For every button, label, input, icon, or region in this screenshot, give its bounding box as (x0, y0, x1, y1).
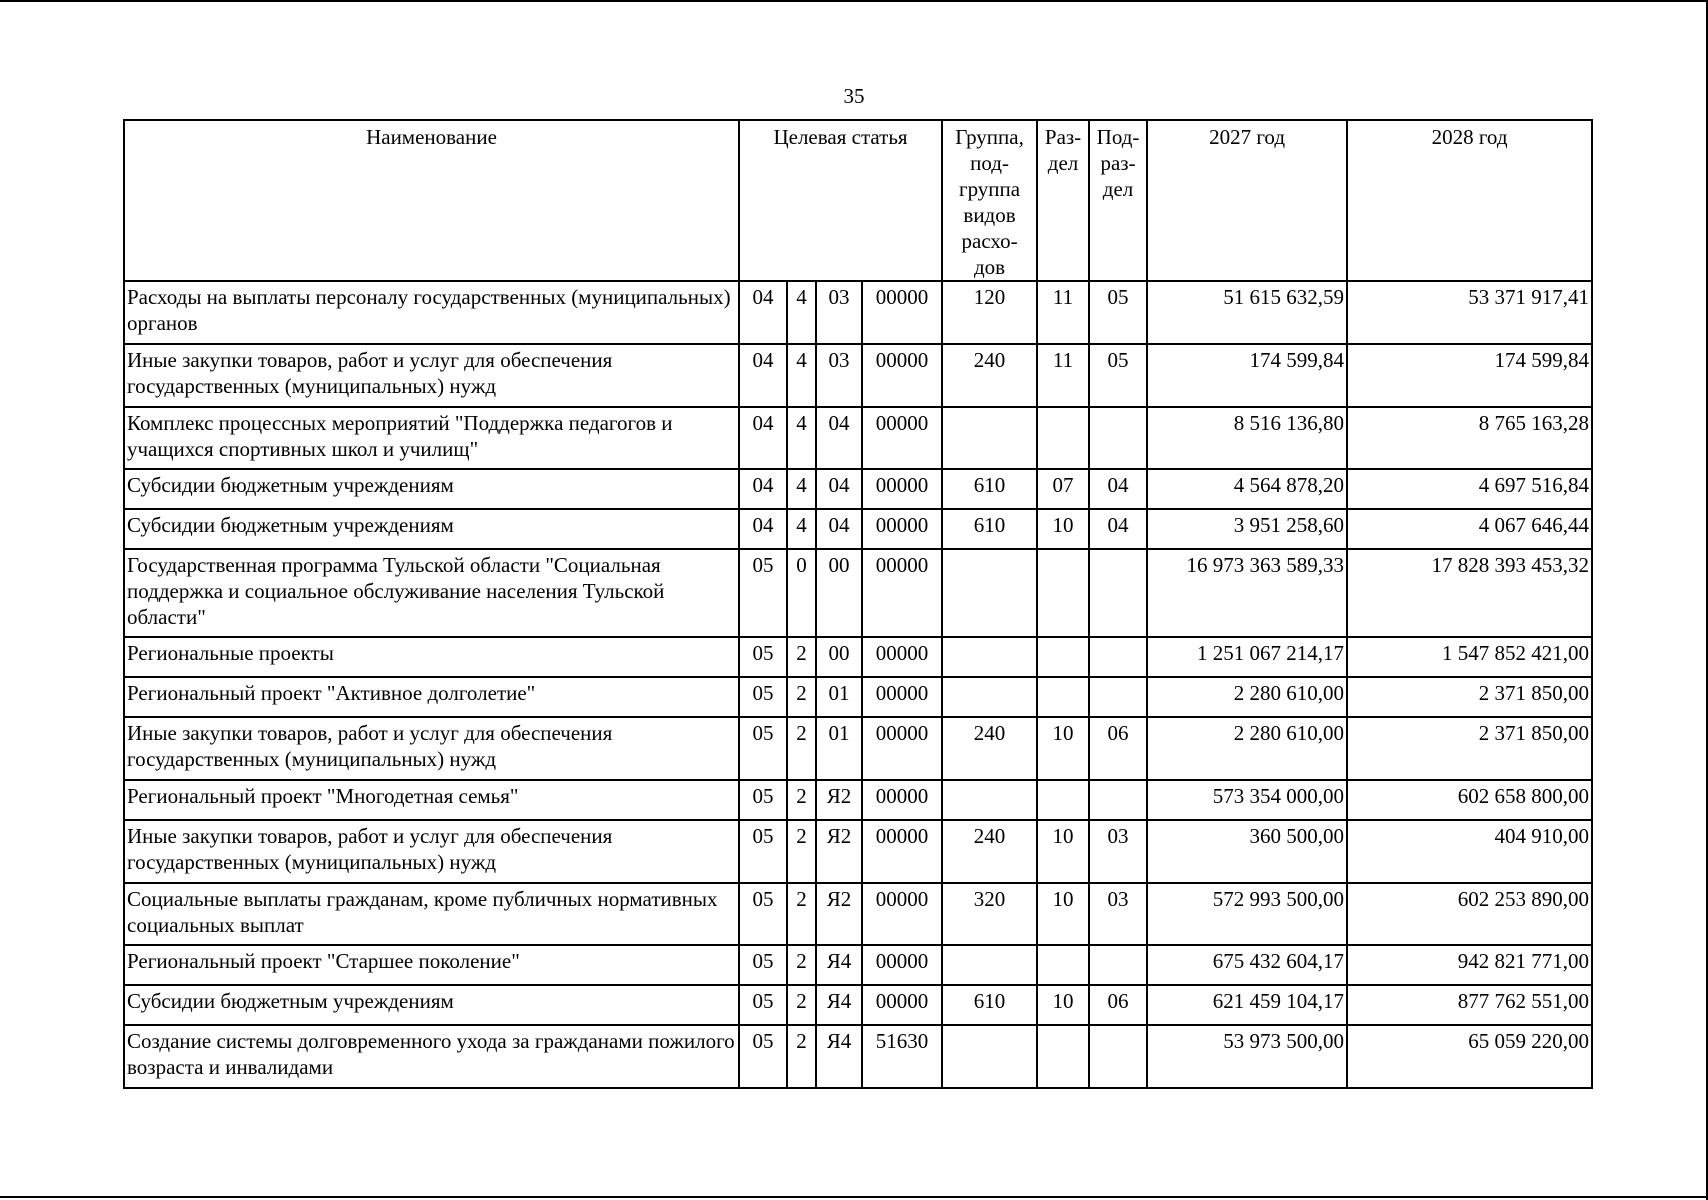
cell-target-structure: Я4 (816, 985, 862, 1025)
cell-subsection (1089, 945, 1147, 985)
cell-amount-2028: 2 371 850,00 (1347, 717, 1592, 780)
table-row (124, 717, 1592, 780)
cell-amount-2027: 360 500,00 (1147, 820, 1347, 883)
cell-target-type: 4 (787, 469, 816, 509)
cell-amount-2028: 2 371 850,00 (1347, 677, 1592, 717)
header-row (124, 120, 1592, 281)
header-year-2027: 2027 год (1147, 120, 1347, 281)
cell-target-direction: 00000 (862, 344, 942, 407)
cell-amount-2027: 675 432 604,17 (1147, 945, 1347, 985)
cell-section (1037, 637, 1089, 677)
cell-amount-2027: 8 516 136,80 (1147, 407, 1347, 469)
cell-name: Субсидии бюджетным учреждениям (124, 509, 739, 549)
cell-subsection (1089, 549, 1147, 637)
cell-target-structure: 01 (816, 717, 862, 780)
header-subsection: Под-раз-дел (1089, 120, 1147, 281)
cell-target-direction: 00000 (862, 407, 942, 469)
cell-amount-2027: 1 251 067 214,17 (1147, 637, 1347, 677)
cell-name: Региональный проект "Старшее поколение" (124, 945, 739, 985)
cell-subsection: 06 (1089, 985, 1147, 1025)
cell-target-type: 4 (787, 509, 816, 549)
cell-subsection (1089, 1025, 1147, 1088)
cell-subsection: 03 (1089, 820, 1147, 883)
cell-expense-group (942, 677, 1037, 717)
cell-section: 10 (1037, 509, 1089, 549)
cell-section (1037, 407, 1089, 469)
cell-target-type: 4 (787, 407, 816, 469)
cell-target-type: 2 (787, 820, 816, 883)
table-body (124, 281, 1592, 1088)
cell-amount-2027: 572 993 500,00 (1147, 883, 1347, 945)
cell-target-direction: 00000 (862, 281, 942, 344)
cell-target-direction: 00000 (862, 509, 942, 549)
cell-amount-2027: 53 973 500,00 (1147, 1025, 1347, 1088)
cell-amount-2027: 3 951 258,60 (1147, 509, 1347, 549)
cell-subsection (1089, 677, 1147, 717)
cell-section (1037, 677, 1089, 717)
cell-target-program: 05 (739, 717, 787, 780)
page-border-top (0, 0, 1708, 2)
cell-target-type: 2 (787, 780, 816, 820)
cell-expense-group (942, 945, 1037, 985)
cell-target-direction: 00000 (862, 945, 942, 985)
cell-target-direction: 00000 (862, 717, 942, 780)
cell-name: Иные закупки товаров, работ и услуг для обеспечения государственных (муниципальных) нужд (124, 717, 739, 780)
header-expense-group: Группа, под-группа видов расхо-дов (942, 120, 1037, 281)
table-row (124, 549, 1592, 637)
cell-section: 10 (1037, 985, 1089, 1025)
cell-target-type: 2 (787, 677, 816, 717)
cell-section (1037, 549, 1089, 637)
cell-amount-2028: 602 658 800,00 (1347, 780, 1592, 820)
cell-expense-group: 610 (942, 469, 1037, 509)
cell-expense-group (942, 1025, 1037, 1088)
cell-amount-2027: 573 354 000,00 (1147, 780, 1347, 820)
cell-target-structure: 04 (816, 407, 862, 469)
cell-section: 10 (1037, 717, 1089, 780)
table-row (124, 407, 1592, 469)
cell-target-program: 05 (739, 883, 787, 945)
cell-expense-group: 610 (942, 509, 1037, 549)
cell-amount-2027: 174 599,84 (1147, 344, 1347, 407)
cell-name: Региональные проекты (124, 637, 739, 677)
cell-target-structure: Я2 (816, 820, 862, 883)
cell-target-type: 4 (787, 344, 816, 407)
cell-amount-2027: 16 973 363 589,33 (1147, 549, 1347, 637)
cell-amount-2027: 4 564 878,20 (1147, 469, 1347, 509)
cell-subsection: 05 (1089, 344, 1147, 407)
cell-target-structure: 03 (816, 281, 862, 344)
cell-amount-2028: 877 762 551,00 (1347, 985, 1592, 1025)
cell-target-type: 2 (787, 945, 816, 985)
cell-section (1037, 945, 1089, 985)
cell-expense-group (942, 407, 1037, 469)
cell-target-structure: 01 (816, 677, 862, 717)
cell-section: 10 (1037, 883, 1089, 945)
cell-target-program: 04 (739, 509, 787, 549)
cell-target-type: 2 (787, 883, 816, 945)
table-row (124, 1025, 1592, 1088)
cell-section: 11 (1037, 281, 1089, 344)
table-row (124, 637, 1592, 677)
header-name: Наименование (124, 120, 739, 281)
table-row (124, 344, 1592, 407)
cell-target-type: 2 (787, 985, 816, 1025)
cell-expense-group: 240 (942, 717, 1037, 780)
cell-subsection: 04 (1089, 469, 1147, 509)
cell-target-structure: 00 (816, 637, 862, 677)
cell-target-structure: Я4 (816, 1025, 862, 1088)
cell-target-program: 05 (739, 677, 787, 717)
table-row (124, 469, 1592, 509)
cell-section (1037, 1025, 1089, 1088)
cell-target-structure: Я2 (816, 780, 862, 820)
table-row (124, 780, 1592, 820)
cell-amount-2028: 8 765 163,28 (1347, 407, 1592, 469)
budget-table (123, 119, 1593, 1089)
cell-amount-2028: 4 067 646,44 (1347, 509, 1592, 549)
cell-expense-group: 320 (942, 883, 1037, 945)
cell-target-program: 05 (739, 1025, 787, 1088)
cell-subsection: 03 (1089, 883, 1147, 945)
cell-name: Субсидии бюджетным учреждениям (124, 985, 739, 1025)
header-target-article: Целевая статья (739, 120, 942, 281)
cell-amount-2028: 602 253 890,00 (1347, 883, 1592, 945)
header-section: Раз-дел (1037, 120, 1089, 281)
cell-target-structure: 03 (816, 344, 862, 407)
cell-section: 10 (1037, 820, 1089, 883)
table-row (124, 281, 1592, 344)
header-year-2028: 2028 год (1347, 120, 1592, 281)
cell-name: Комплекс процессных мероприятий "Поддержка педагогов и учащихся спортивных школ и училищ" (124, 407, 739, 469)
cell-target-direction: 00000 (862, 820, 942, 883)
cell-expense-group: 120 (942, 281, 1037, 344)
cell-name: Расходы на выплаты персоналу государственных (муниципальных) органов (124, 281, 739, 344)
cell-amount-2028: 53 371 917,41 (1347, 281, 1592, 344)
cell-subsection (1089, 780, 1147, 820)
cell-target-direction: 00000 (862, 469, 942, 509)
cell-target-program: 05 (739, 637, 787, 677)
cell-target-direction: 51630 (862, 1025, 942, 1088)
cell-target-structure: Я2 (816, 883, 862, 945)
table-row (124, 883, 1592, 945)
cell-section: 11 (1037, 344, 1089, 407)
page-border-bottom (0, 1196, 1708, 1198)
cell-amount-2028: 404 910,00 (1347, 820, 1592, 883)
cell-amount-2027: 2 280 610,00 (1147, 717, 1347, 780)
cell-target-program: 05 (739, 780, 787, 820)
cell-target-program: 05 (739, 945, 787, 985)
cell-name: Региональный проект "Активное долголетие" (124, 677, 739, 717)
table-row (124, 945, 1592, 985)
cell-target-structure: 04 (816, 469, 862, 509)
cell-target-type: 0 (787, 549, 816, 637)
cell-amount-2028: 1 547 852 421,00 (1347, 637, 1592, 677)
cell-target-program: 04 (739, 469, 787, 509)
cell-target-direction: 00000 (862, 985, 942, 1025)
cell-target-structure: 00 (816, 549, 862, 637)
table-row (124, 677, 1592, 717)
cell-expense-group: 240 (942, 820, 1037, 883)
cell-target-type: 4 (787, 281, 816, 344)
cell-subsection: 05 (1089, 281, 1147, 344)
table-row (124, 509, 1592, 549)
cell-subsection: 04 (1089, 509, 1147, 549)
cell-amount-2028: 17 828 393 453,32 (1347, 549, 1592, 637)
cell-name: Государственная программа Тульской области "Социальная поддержка и социальное обслуживание населения Тульской области" (124, 549, 739, 637)
cell-target-program: 04 (739, 407, 787, 469)
cell-target-structure: Я4 (816, 945, 862, 985)
page-number: 35 (843, 84, 865, 108)
cell-amount-2028: 4 697 516,84 (1347, 469, 1592, 509)
cell-name: Субсидии бюджетным учреждениям (124, 469, 739, 509)
cell-target-direction: 00000 (862, 883, 942, 945)
cell-target-structure: 04 (816, 509, 862, 549)
cell-expense-group (942, 780, 1037, 820)
cell-target-type: 2 (787, 717, 816, 780)
cell-amount-2028: 174 599,84 (1347, 344, 1592, 407)
cell-amount-2027: 51 615 632,59 (1147, 281, 1347, 344)
cell-expense-group (942, 637, 1037, 677)
cell-section (1037, 780, 1089, 820)
cell-subsection (1089, 407, 1147, 469)
table-row (124, 985, 1592, 1025)
cell-subsection (1089, 637, 1147, 677)
cell-target-program: 05 (739, 985, 787, 1025)
cell-name: Социальные выплаты гражданам, кроме публичных нормативных социальных выплат (124, 883, 739, 945)
cell-name: Создание системы долговременного ухода за гражданами пожилого возраста и инвалидами (124, 1025, 739, 1088)
cell-expense-group: 610 (942, 985, 1037, 1025)
cell-name: Иные закупки товаров, работ и услуг для обеспечения государственных (муниципальных) нужд (124, 820, 739, 883)
cell-target-program: 04 (739, 281, 787, 344)
cell-target-direction: 00000 (862, 637, 942, 677)
cell-section: 07 (1037, 469, 1089, 509)
cell-target-program: 04 (739, 344, 787, 407)
cell-target-direction: 00000 (862, 780, 942, 820)
cell-name: Региональный проект "Многодетная семья" (124, 780, 739, 820)
cell-target-program: 05 (739, 820, 787, 883)
table-row (124, 820, 1592, 883)
cell-amount-2027: 2 280 610,00 (1147, 677, 1347, 717)
cell-target-type: 2 (787, 637, 816, 677)
cell-target-direction: 00000 (862, 549, 942, 637)
cell-amount-2027: 621 459 104,17 (1147, 985, 1347, 1025)
cell-target-type: 2 (787, 1025, 816, 1088)
cell-target-direction: 00000 (862, 677, 942, 717)
cell-amount-2028: 942 821 771,00 (1347, 945, 1592, 985)
cell-expense-group (942, 549, 1037, 637)
cell-expense-group: 240 (942, 344, 1037, 407)
cell-amount-2028: 65 059 220,00 (1347, 1025, 1592, 1088)
cell-target-program: 05 (739, 549, 787, 637)
cell-subsection: 06 (1089, 717, 1147, 780)
cell-name: Иные закупки товаров, работ и услуг для обеспечения государственных (муниципальных) нужд (124, 344, 739, 407)
